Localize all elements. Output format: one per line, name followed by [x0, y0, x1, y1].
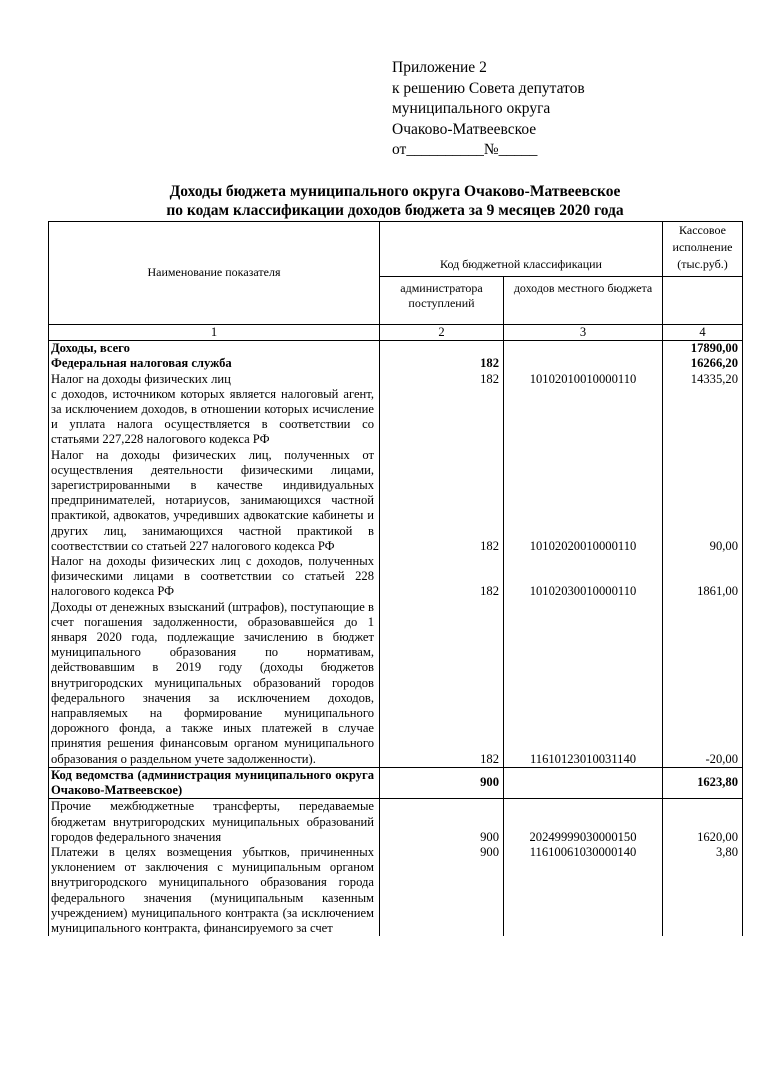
document-title: [48, 182, 742, 220]
row-admin: 182: [380, 600, 504, 768]
row-code: [504, 767, 663, 798]
row-name: Налог на доходы физических лиц с доходов, полученных физическими лицами в соответствии со статьей 228 налогового кодекса РФ: [49, 554, 380, 600]
row-name: Налог на доходы физических лиц, полученных от осуществления деятельности физическими лицами, зарегистрированными в качестве индивидуальных предпринимателей, нотариусов, занимающихся частной практикой, адвокатов, учредивших адвокатские кабинеты и других лиц, занимающихся частной практикой в соотвестствии со статьей 227 налогового кодекса РФ: [49, 448, 380, 554]
row-sum: 1861,00: [663, 554, 743, 600]
row-name: Федеральная налоговая служба: [49, 356, 380, 371]
row-name: с доходов, источником которых является налоговый агент, за исключением доходов, в отношении которых исчисление и уплата налога осуществляется в соответствии со статьями 227,228 налогового кодекса РФ: [49, 387, 380, 448]
table-row: [49, 341, 743, 357]
table-row: [49, 767, 743, 798]
header-sum: Кассовое исполнение (тыс.руб.): [663, 222, 743, 277]
column-number: 3: [504, 325, 663, 341]
header-admin: администратора поступлений: [380, 277, 504, 325]
row-code: [504, 387, 663, 448]
row-sum: 14335,20: [663, 372, 743, 387]
row-code: 10102010010000110: [504, 372, 663, 387]
header-code-group: Код бюджетной классификации: [380, 222, 663, 277]
header-revenue: доходов местного бюджета: [504, 277, 663, 325]
row-code: 11610123010031140: [504, 600, 663, 768]
row-admin: 182: [380, 372, 504, 387]
row-code: 10102020010000110: [504, 448, 663, 554]
table-row: [49, 554, 743, 600]
row-code: 20249999030000150: [504, 799, 663, 845]
table-header-row: [49, 222, 743, 277]
appendix-line: от__________№_____: [392, 141, 538, 158]
table-row: [49, 448, 743, 554]
row-admin: 900: [380, 767, 504, 798]
row-code: [504, 341, 663, 357]
appendix-line: Приложение 2: [392, 59, 487, 76]
row-admin: 900: [380, 845, 504, 936]
table-row: [49, 356, 743, 371]
row-sum: 1623,80: [663, 767, 743, 798]
table-row: [49, 600, 743, 768]
row-sum: [663, 387, 743, 448]
row-sum: -20,00: [663, 600, 743, 768]
row-sum: 16266,20: [663, 356, 743, 371]
table-row: [49, 845, 743, 936]
appendix-block: [392, 58, 585, 161]
row-admin: 182: [380, 448, 504, 554]
row-name: Доходы от денежных взысканий (штрафов), поступающие в счет погашения задолженности, образовавшейся до 1 января 2020 года, подлежащие зачислению в бюджет муниципального образования по нормативам, действовавшим в 2019 году (доходы бюджетов внутригородских муниципальных образований городов федерального значения за исключением доходов, направляемых на формирование муниципального дорожного фонда, а также иных платежей в случае принятия решения финансовым органом муниципального образования о раздельном учете задолженности).: [49, 600, 380, 768]
appendix-line: к решению Совета депутатов: [392, 79, 585, 97]
title-line-2: по кодам классификации доходов бюджета за 9 месяцев 2020 года: [166, 202, 624, 219]
revenue-table: [48, 221, 743, 936]
row-name: Доходы, всего: [49, 341, 380, 357]
column-number-row: [49, 325, 743, 341]
row-code: 10102030010000110: [504, 554, 663, 600]
row-admin: 900: [380, 799, 504, 845]
row-name: Код ведомства (администрация муниципального округа Очаково-Матвеевское): [49, 767, 380, 798]
row-admin: 182: [380, 356, 504, 371]
row-sum: 3,80: [663, 845, 743, 936]
header-empty: [663, 277, 743, 325]
row-sum: 1620,00: [663, 799, 743, 845]
row-name: Платежи в целях возмещения убытков, причиненных уклонением от заключения с муниципальным органом внутригородского муниципального образования города федерального значения (муниципальным казенным учреждением) муниципального контракта (за исключением муниципального контракта, финансируемого за счет: [49, 845, 380, 936]
table-row: [49, 799, 743, 845]
row-admin: [380, 341, 504, 357]
table-row: [49, 387, 743, 448]
column-number: 2: [380, 325, 504, 341]
appendix-line: Очаково-Матвеевское: [392, 120, 537, 138]
row-sum: 90,00: [663, 448, 743, 554]
column-number: 1: [49, 325, 380, 341]
header-name: Наименование показателя: [49, 222, 380, 325]
row-sum: 17890,00: [663, 341, 743, 357]
appendix-line: муниципального округа: [392, 100, 551, 117]
row-name: Налог на доходы физических лиц: [49, 372, 380, 387]
title-line-1: Доходы бюджета муниципального округа Очаково-Матвеевское: [169, 183, 621, 200]
row-admin: 182: [380, 554, 504, 600]
row-admin: [380, 387, 504, 448]
row-code: [504, 356, 663, 371]
row-name: Прочие межбюджетные трансферты, передаваемые бюджетам внутригородских муниципальных образований городов федерального значения: [49, 799, 380, 845]
row-code: 11610061030000140: [504, 845, 663, 936]
column-number: 4: [663, 325, 743, 341]
table-row: [49, 372, 743, 387]
